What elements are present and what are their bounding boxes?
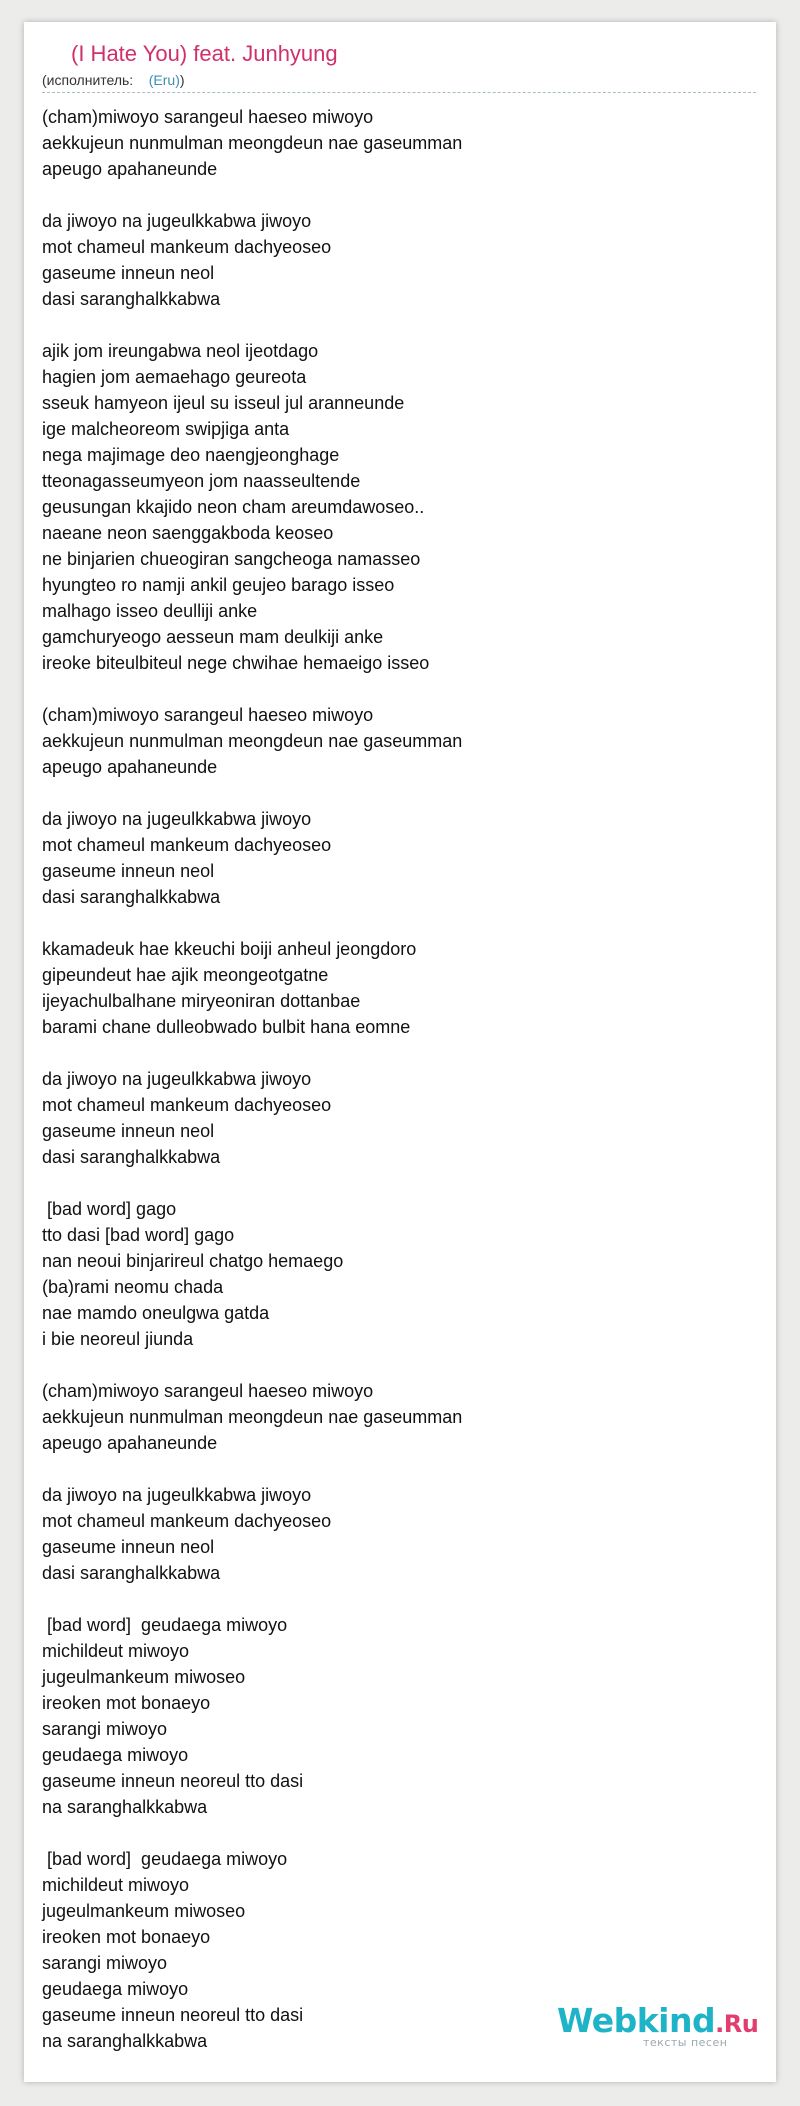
webkind-logo[interactable]	[557, 2001, 759, 2049]
lyric-line: nega majimage deo naengjeonghage	[42, 445, 340, 465]
lyric-line: sarangi miwoyo	[42, 1953, 168, 1973]
stanza-break	[42, 676, 462, 702]
lyric-line: (cham)miwoyo sarangeul haeseo miwoyo	[42, 705, 374, 725]
lyric-line: michildeut miwoyo	[42, 1875, 190, 1895]
song-title: (I Hate You) feat. Junhyung	[71, 41, 338, 66]
lyric-line: geudaega miwoyo	[42, 1745, 189, 1765]
lyric-line: ireoken mot bonaeyo	[42, 1693, 211, 1713]
lyric-line: gipeundeut hae ajik meongeotgatne	[42, 965, 329, 985]
stanza-break	[42, 182, 462, 208]
lyric-line: (cham)miwoyo sarangeul haeseo miwoyo	[42, 1381, 374, 1401]
lyric-line: da jiwoyo na jugeulkkabwa jiwoyo	[42, 1069, 312, 1089]
lyric-line: gaseume inneun neoreul tto dasi	[42, 1771, 304, 1791]
artist-suffix: )	[179, 72, 185, 88]
lyric-line: hagien jom aemaehago geureota	[42, 367, 307, 387]
lyric-line: da jiwoyo na jugeulkkabwa jiwoyo	[42, 809, 312, 829]
lyric-line: ireoken mot bonaeyo	[42, 1927, 211, 1947]
lyric-line: tteonagasseumyeon jom naasseultende	[42, 471, 361, 491]
artist-line	[42, 72, 756, 93]
lyric-line: gaseume inneun neol	[42, 1537, 215, 1557]
lyric-line: jugeulmankeum miwoseo	[42, 1901, 246, 1921]
lyrics-sheet	[24, 22, 776, 2082]
lyric-line: aekkujeun nunmulman meongdeun nae gaseumman	[42, 1407, 463, 1427]
lyric-line: ijeyachulbalhane miryeoniran dottanbae	[42, 991, 361, 1011]
lyric-line: sarangi miwoyo	[42, 1719, 168, 1739]
stanza-break	[42, 1456, 462, 1482]
lyrics-body	[42, 104, 462, 2054]
lyric-line: dasi saranghalkkabwa	[42, 1563, 221, 1583]
lyric-line: hyungteo ro namji ankil geujeo barago isseo	[42, 575, 395, 595]
lyric-line: aekkujeun nunmulman meongdeun nae gaseumman	[42, 133, 463, 153]
lyric-line: michildeut miwoyo	[42, 1641, 190, 1661]
lyric-line: mot chameul mankeum dachyeoseo	[42, 237, 332, 257]
lyric-line: gamchuryeogo aesseun mam deulkiji anke	[42, 627, 384, 647]
lyric-line: gaseume inneun neol	[42, 263, 215, 283]
lyric-line: nan neoui binjarireul chatgo hemaego	[42, 1251, 344, 1271]
lyric-line: jugeulmankeum miwoseo	[42, 1667, 246, 1687]
stanza-break	[42, 1820, 462, 1846]
stanza-break	[42, 1586, 462, 1612]
lyric-line: sseuk hamyeon ijeul su isseul jul aranneunde	[42, 393, 405, 413]
lyric-line: apeugo apahaneunde	[42, 159, 218, 179]
lyric-line: dasi saranghalkkabwa	[42, 289, 221, 309]
lyric-line: ajik jom ireungabwa neol ijeotdago	[42, 341, 319, 361]
lyric-line: apeugo apahaneunde	[42, 757, 218, 777]
lyric-line: geusungan kkajido neon cham areumdawoseo..	[42, 497, 425, 517]
lyric-line: barami chane dulleobwado bulbit hana eomne	[42, 1017, 411, 1037]
lyric-line: dasi saranghalkkabwa	[42, 887, 221, 907]
lyric-line: aekkujeun nunmulman meongdeun nae gaseumman	[42, 731, 463, 751]
stanza-break	[42, 1170, 462, 1196]
lyric-line: mot chameul mankeum dachyeoseo	[42, 1511, 332, 1531]
stanza-break	[42, 910, 462, 936]
lyric-line: mot chameul mankeum dachyeoseo	[42, 1095, 332, 1115]
logo-suffix: .Ru	[715, 2010, 759, 2038]
lyric-line: geudaega miwoyo	[42, 1979, 189, 1999]
lyric-line: gaseume inneun neoreul tto dasi	[42, 2005, 304, 2025]
lyric-line: na saranghalkkabwa	[42, 2031, 208, 2051]
lyric-line: ireoke biteulbiteul nege chwihae hemaeigo isseo	[42, 653, 430, 673]
lyric-line: ne binjarien chueogiran sangcheoga namasseo	[42, 549, 421, 569]
lyric-line: da jiwoyo na jugeulkkabwa jiwoyo	[42, 1485, 312, 1505]
lyric-line: [bad word] geudaega miwoyo	[42, 1615, 288, 1635]
lyric-line: naeane neon saenggakboda keoseo	[42, 523, 334, 543]
lyric-line: i bie neoreul jiunda	[42, 1329, 194, 1349]
lyric-line: dasi saranghalkkabwa	[42, 1147, 221, 1167]
lyric-line: mot chameul mankeum dachyeoseo	[42, 835, 332, 855]
lyric-line: [bad word] geudaega miwoyo	[42, 1849, 288, 1869]
lyric-line: ige malcheoreom swipjiga anta	[42, 419, 290, 439]
logo-tagline: тексты песен	[643, 2036, 728, 2049]
lyric-line: kkamadeuk hae kkeuchi boiji anheul jeongdoro	[42, 939, 417, 959]
lyric-line: na saranghalkkabwa	[42, 1797, 208, 1817]
artist-prefix: (исполнитель:	[42, 72, 134, 88]
lyric-line: [bad word] gago	[42, 1199, 177, 1219]
lyric-line: (ba)rami neomu chada	[42, 1277, 224, 1297]
lyric-line: da jiwoyo na jugeulkkabwa jiwoyo	[42, 211, 312, 231]
lyric-line: malhago isseo deulliji anke	[42, 601, 258, 621]
lyric-line: gaseume inneun neol	[42, 861, 215, 881]
artist-link[interactable]: (Eru)	[148, 72, 180, 88]
lyric-line: gaseume inneun neol	[42, 1121, 215, 1141]
lyric-line: tto dasi [bad word] gago	[42, 1225, 235, 1245]
logo-main-text: Webkind	[557, 2001, 716, 2040]
lyric-line: (cham)miwoyo sarangeul haeseo miwoyo	[42, 107, 374, 127]
lyric-line: nae mamdo oneulgwa gatda	[42, 1303, 270, 1323]
stanza-break	[42, 1040, 462, 1066]
stanza-break	[42, 1352, 462, 1378]
stanza-break	[42, 780, 462, 806]
lyric-line: apeugo apahaneunde	[42, 1433, 218, 1453]
stanza-break	[42, 312, 462, 338]
